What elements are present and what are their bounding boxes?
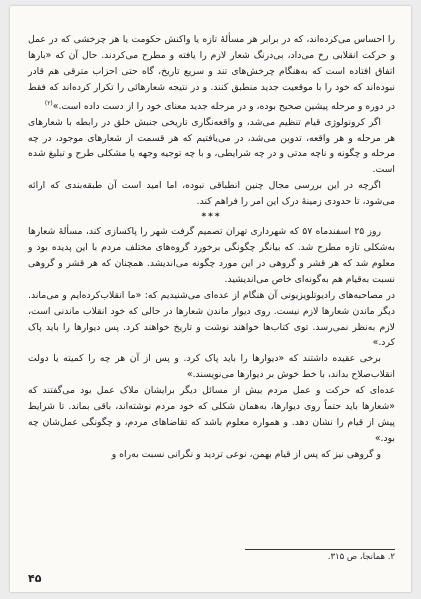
paragraph-2: اگر کرونولوژی قیام تنظیم می‌شد، و واقعه‌نگاری تاریخی جنبش خلق در رابطه با شعارهای هر مرحله و هر واقعه، تدوین می‌شد، در می‌یافتیم که هر قسمت از شعارهای موجود، در چه مرحله و چگونه و ناچه مدتی و در چه شرایطی، و با چه توجیه وجهه یا مشکلی طرح و تبلیغ شده است. xyxy=(28,116,395,176)
book-page xyxy=(10,6,411,592)
footnote-divider xyxy=(245,549,395,550)
section-separator: *** xyxy=(201,212,222,223)
footnote-reference: (۲) xyxy=(44,99,53,107)
paragraph-1: را احساس می‌کرده‌اند، که در برابر هر مسألهٔ تازه یا واکنش حکومت یا هر چرخشی که در عمل و حرکت انقلابی رخ می‌داد، بی‌درنگ شعار لازم را یافته و مطرح می‌کردند. حال آن که «بارها اتفاق افتاده است که به‌هنگام چرخش‌های تند و سریع تاریخ، گاه حتی احزاب مترقی هم قادر نبوده‌اند که خود را با موقعیت جدید منطبق کنند. و در نتیجه شعارهائی را تکرار کرده‌اند که فقط در دوره و مرحله پیشین صحیح بوده، و در مرحله جدید معنای خود را از دست داده است.»$^{(۲)}$ xyxy=(28,34,395,112)
footnote: ۲. همانجا، ص ۳۱۵. xyxy=(327,552,395,562)
paragraph-4: روز ۲۵ اسفندماه ۵۷ که شهرداری تهران تصمیم گرفت شهر را پاکسازی کند، مسألهٔ شعارها به‌شکلی تازه مطرح شد. که بیانگر چگونگی برخورد گروه‌های مختلف مردم با این پدیده بود و معلوم شد که هر قشر و گروهی در این مورد چگونه می‌اندیشد. همچنان که هر قشر و گروهی نسبت به‌قیام هم به‌گونه‌ای خاص می‌اندیشید. xyxy=(28,226,395,285)
paragraph-5: در مصاحبه‌های رادیوتلویزیونی آن هنگام از عده‌ای می‌شنیدیم که: «ما انقلاب‌کرده‌ایم و می‌ماند. دیگر ماندن شعارها لازم نیست. روی دیوار ماندن شعارها در حالی که خود انقلاب ماندنی است، لازم به‌نظر نمی‌رسد. توی کتاب‌ها خواهند نوشت و تاریخ خواهند کرد. پس دیوارها را باید پاک کرد.» xyxy=(28,289,395,349)
paragraph-7: عده‌ای که حرکت و عمل مردم بیش از مسائل دیگر برایشان ملاک عمل بود می‌گفتند که «شعارها باید حتماً روی دیوارها، به‌همان شکلی که خود مردم نوشته‌اند، باقی بماند. تا شرایط پیش از قیام را نشان دهد. و همواره معلوم باشد که تقاضاهای مردم، و چگونگی عمل‌شان چه بود.» xyxy=(28,385,395,444)
page-number: ۴۵ xyxy=(28,572,42,585)
paragraph-3: اگرچه در این بررسی مجال چنین انطباقی نبوده، اما امید است آن طبقه‌بندی که ارائه می‌شود، تا حدودی زمینهٔ درک این امر را فراهم کند. xyxy=(28,180,395,208)
page-body-text xyxy=(28,32,395,463)
paragraph-8: و گروهی نیز که پس از قیام بهمن، نوعی تردید و نگرانی نسبت به‌راه و xyxy=(111,448,381,460)
paragraph-6: برخی عقیده داشتند که «دیوارها را باید پاک کرد. و پس از آن هر چه را کمیته یا دولت انقلاب‌صلاح بداند، با خط خوش بر دیوارها می‌نویسند.» xyxy=(28,353,395,381)
